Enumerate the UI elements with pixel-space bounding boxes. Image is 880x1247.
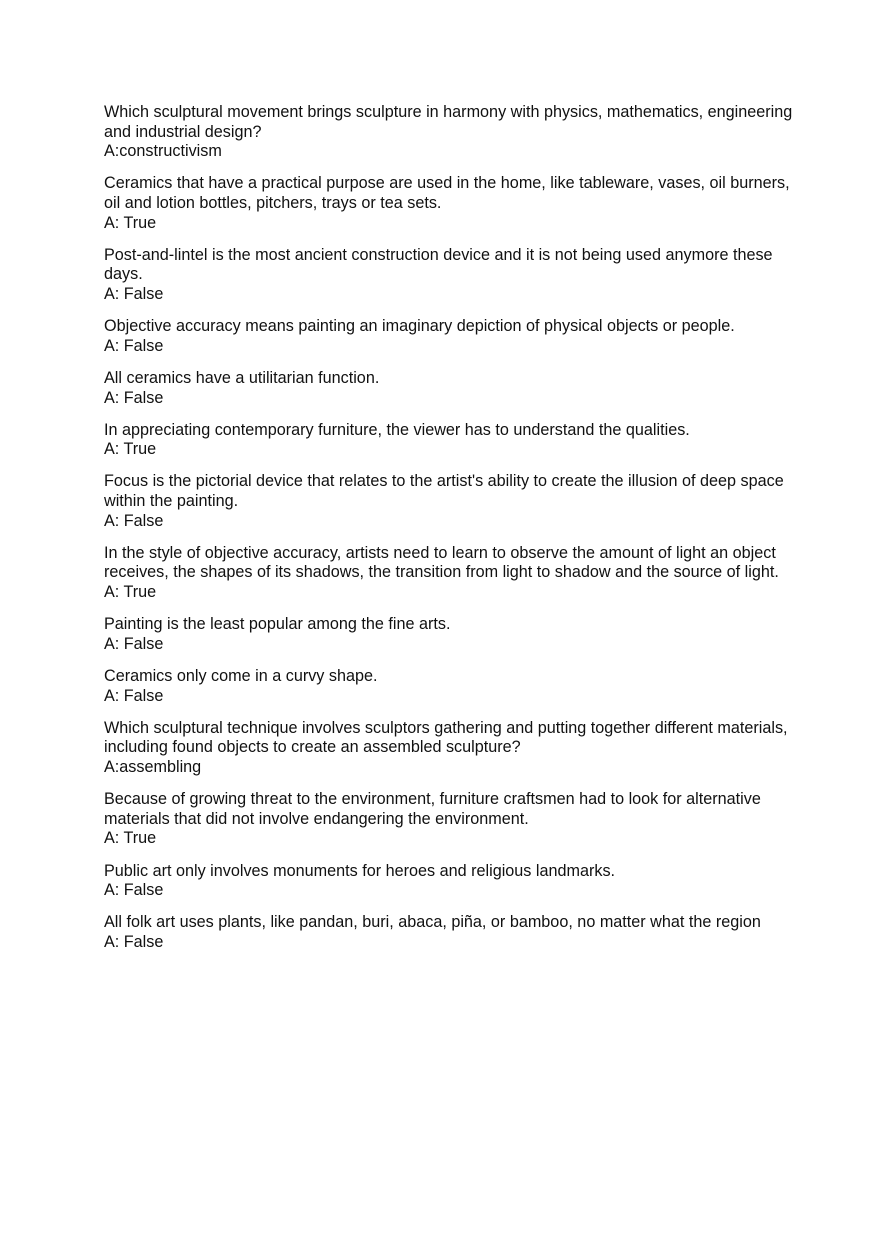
answer-text: A: True [104,213,157,232]
answer-text: A: False [104,388,164,407]
answer-text: A: True [104,440,157,459]
qa-item [104,174,794,233]
answer-text: A: False [104,284,164,303]
answer-text: A: False [104,634,164,653]
qa-item [104,862,794,901]
question-text: Objective accuracy means painting an imaginary depiction of physical objects or people. [104,317,735,336]
question-text: Ceramics only come in a curvy shape. [104,667,378,685]
answer-text: A: True [104,583,157,602]
qa-item [104,790,794,849]
document-page [104,103,794,965]
qa-item [104,103,794,162]
qa-item [104,317,794,356]
question-text: Post-and-lintel is the most ancient construction device and it is not being used anymore these days. [104,245,773,284]
qa-item [104,719,794,778]
answer-text: A: False [104,932,164,951]
question-text: Which sculptural technique involves sculptors gathering and putting together different materials, including found objects to create an assembled sculpture? [104,718,788,757]
question-text: In the style of objective accuracy, artists need to learn to observe the amount of light an object receives, the shapes of its shadows, the transition from light to shadow and the source of light. [104,543,779,582]
qa-item [104,615,794,654]
question-text: Public art only involves monuments for heroes and religious landmarks. [104,861,616,880]
question-text: Focus is the pictorial device that relates to the artist's ability to create the illusion of deep space within the painting. [104,472,784,511]
qa-item [104,421,794,460]
qa-item [104,246,794,305]
qa-item [104,472,794,531]
question-text: In appreciating contemporary furniture, the viewer has to understand the qualities. [104,420,690,439]
answer-text: A: False [104,336,164,355]
question-text: Ceramics that have a practical purpose are used in the home, like tableware, vases, oil burners, oil and lotion bottles, pitchers, trays or tea sets. [104,174,790,212]
qa-item [104,544,794,603]
answer-text: A: True [104,829,157,848]
answer-text: A:constructivism [104,142,222,161]
answer-text: A: False [104,881,164,900]
question-text: Which sculptural movement brings sculpture in harmony with physics, mathematics, engineering and industrial design? [104,103,793,141]
qa-item [104,667,794,706]
answer-text: A: False [104,511,164,530]
qa-item [104,369,794,408]
question-text: All ceramics have a utilitarian function. [104,368,380,387]
question-text: Painting is the least popular among the fine arts. [104,615,451,634]
answer-text: A: False [104,686,164,705]
answer-text: A:assembling [104,757,202,776]
question-text: All folk art uses plants, like pandan, buri, abaca, piña, or bamboo, no matter what the region [104,913,761,932]
qa-item [104,913,794,952]
question-text: Because of growing threat to the environment, furniture craftsmen had to look for alternative materials that did not involve endangering the environment. [104,790,761,828]
